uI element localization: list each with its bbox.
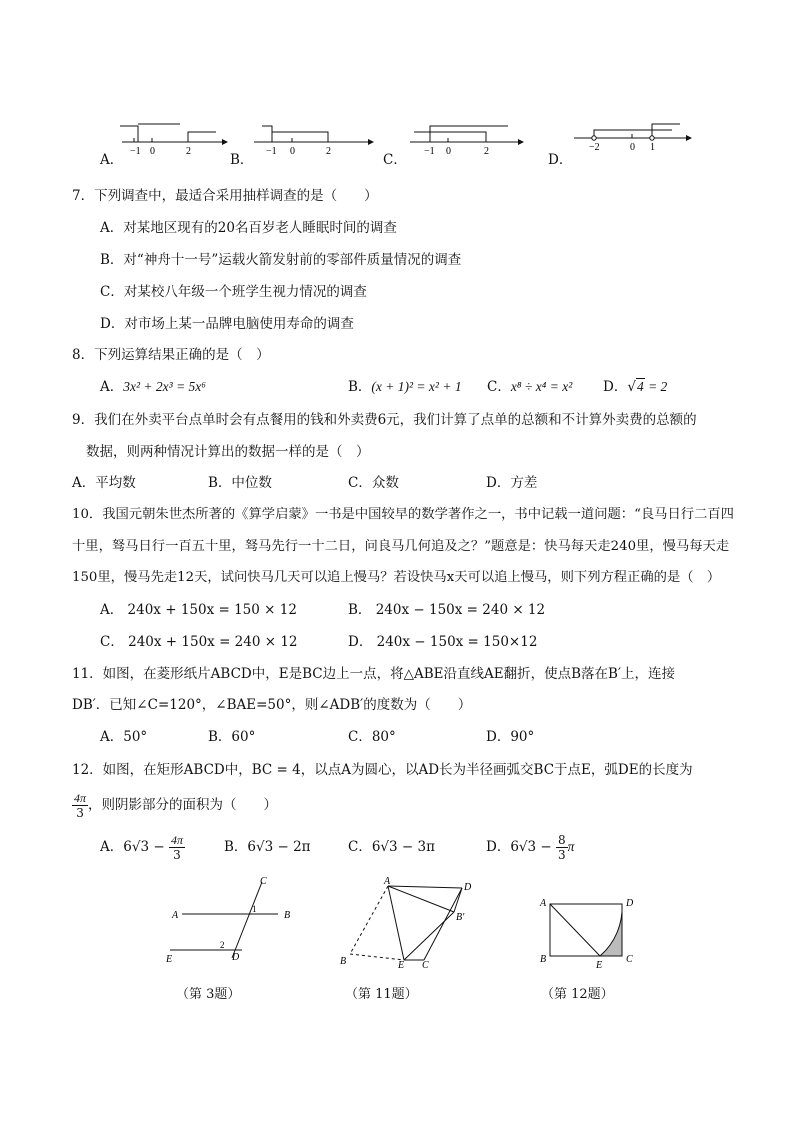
q6-option-b-label: B．: [230, 152, 254, 168]
point-label-b: B: [284, 910, 291, 921]
q7-option-a: A．对某地区现有的20名百岁老人睡眠时间的调查: [100, 220, 397, 236]
figure-12-rectangle: [536, 890, 646, 970]
q12-option-c: [348, 837, 435, 857]
q12-option-d-pi: π: [567, 839, 575, 854]
q12-option-d-expr: 6√3 −: [510, 839, 552, 855]
q9-option-b: B．中位数: [208, 475, 272, 491]
figure-3-parallel-lines: [160, 872, 310, 972]
q6-option-c-label: C．: [383, 152, 407, 168]
q12-option-c-expr: 6√3 − 3π: [371, 839, 435, 855]
q9-option-d: D．方差: [486, 475, 538, 491]
tick-label: −1: [266, 146, 277, 157]
fraction-numerator: 4π: [170, 833, 183, 847]
q11-option-b: B．60°: [208, 729, 256, 745]
point-label-e: E: [166, 954, 173, 965]
q8-option-c: [487, 377, 572, 397]
tick-label: −1: [130, 146, 141, 157]
q8-option-d-expr: 4 = 2: [636, 379, 668, 394]
q8-option-b-label: B．: [348, 379, 372, 395]
number-line-d: [572, 114, 697, 154]
q12-option-a-expr: 6√3 −: [123, 839, 165, 855]
q11-option-d: D．90°: [486, 729, 535, 745]
q9-stem-line1: 9．我们在外卖平台点单时会有点餐用的钱和外卖费6元，我们计算了点单的总额和不计算外卖费的总额的: [72, 412, 697, 428]
point-label-d: D: [626, 898, 634, 909]
fraction-numerator: 8: [558, 833, 566, 847]
q10-option-b: B． 240x − 150x = 240 × 12: [348, 602, 546, 618]
point-label-a: A: [172, 910, 179, 921]
point-label-a: A: [540, 898, 547, 909]
tick-label: −2: [589, 142, 600, 153]
point-label-a: A: [384, 876, 391, 887]
q12-stem-line1: 12．如图，在矩形ABCD中，BC = 4，以点A为圆心，以AD长为半径画弧交BC于点E，弧DE的长度为: [72, 762, 693, 778]
q8-option-c-expr: x⁸ ÷ x⁴ = x²: [510, 379, 573, 394]
point-label-c: C: [422, 960, 429, 971]
fraction-numerator: 4π: [74, 791, 87, 805]
q10-stem-line2: 十里，驽马日行一百五十里，驽马先行一十二日，问良马几何追及之？”题意是：快马每天走240里，慢马每天走: [72, 539, 730, 554]
q12-option-b-expr: 6√3 − 2π: [247, 839, 311, 855]
figure-12-caption: （第 12题）: [541, 987, 614, 1002]
q12-stem-tail: ，则阴影部分的面积为（ ）: [88, 797, 278, 813]
q12-option-d-label: D．: [486, 839, 511, 855]
q8-option-c-label: C．: [487, 379, 511, 395]
point-label-d: D: [464, 882, 472, 893]
q10-option-d: D． 240x − 150x = 150×12: [348, 634, 538, 650]
fraction-denominator: 3: [558, 848, 566, 862]
point-label-d: D: [232, 952, 240, 963]
tick-label: 1: [650, 142, 655, 153]
q12-stem-line2: [72, 788, 277, 822]
tick-label: 0: [446, 146, 451, 157]
q12-option-d-fraction: [556, 833, 568, 862]
tick-label: −1: [424, 146, 435, 157]
q11-option-a: A．50°: [100, 729, 148, 745]
tick-label: 2: [186, 146, 191, 157]
q12-option-d: [486, 830, 574, 864]
q8-option-b: [348, 377, 462, 397]
q11-stem-line1: 11．如图，在菱形纸片ABCD中，E是BC边上一点，将△ABE沿直线AE翻折，使点B落在B′上，连接: [72, 666, 676, 682]
tick-label: 2: [326, 146, 331, 157]
q10-stem-line1: 10．我国元朝朱世杰所著的《算学启蒙》一书是中国较早的数学著作之一，书中记载一道问题：“良马日行二百四: [72, 507, 734, 522]
figure-11-rhombus: [336, 872, 486, 972]
point-label-b: B: [340, 956, 347, 967]
q8-option-a-expr: 3x² + 2x³ = 5x⁶: [123, 379, 206, 394]
q10-option-a: A． 240x + 150x = 150 × 12: [100, 602, 297, 618]
point-label-b-prime: B′: [456, 912, 465, 923]
q12-option-a-fraction: [169, 833, 185, 862]
q9-stem-line2: 数据，则两种情况计算出的数据一样的是（ ）: [86, 444, 370, 460]
figure-3-caption: （第 3题）: [176, 987, 241, 1002]
q8-option-a-label: A．: [100, 379, 124, 395]
point-label-c: C: [626, 954, 633, 965]
q12-option-c-label: C．: [348, 839, 372, 855]
angle-label-2: 2: [220, 940, 225, 950]
q12-option-a: [100, 830, 185, 864]
q11-stem-line2: DB′．已知∠C=120°，∠BAE=50°，则∠ADB′的度数为（ ）: [72, 697, 472, 713]
q9-option-c: C．众数: [348, 475, 399, 491]
q10-stem-line3: 150里，慢马先走12天，试问快马几天可以追上慢马？若设快马x天可以追上慢马，则下列方程正确的是（ ）: [72, 570, 721, 585]
tick-label: 0: [290, 146, 295, 157]
point-label-e: E: [398, 960, 405, 971]
angle-label-1: 1: [252, 904, 257, 914]
sqrt-radicand: 4: [636, 379, 644, 394]
figure-11-caption: （第 11题）: [345, 987, 418, 1002]
q6-option-a-label: A．: [100, 152, 124, 168]
point-label-e: E: [596, 960, 603, 970]
number-line-a: [120, 118, 230, 158]
q7-option-d: D．对市场上某一品牌电脑使用寿命的调查: [100, 316, 354, 332]
q9-option-a: A．平均数: [72, 475, 136, 491]
fraction-denominator: 3: [173, 848, 181, 862]
tick-label: 2: [484, 146, 489, 157]
number-line-c: [408, 116, 528, 158]
fraction-denominator: 3: [76, 806, 84, 820]
q6-option-d-label: D．: [548, 152, 573, 168]
q11-option-c: C．80°: [348, 729, 396, 745]
q12-option-a-label: A．: [100, 839, 124, 855]
q8-option-a: [100, 377, 206, 397]
q12-option-b: [224, 837, 311, 857]
q8-option-d-label: D．: [603, 379, 628, 395]
q12-option-b-label: B．: [224, 839, 248, 855]
point-label-b: B: [540, 954, 547, 965]
q7-option-b: B．对“神舟十一号”运载火箭发射前的零部件质量情况的调查: [100, 252, 462, 268]
q7-option-c: C．对某校八年级一个班学生视力情况的调查: [100, 284, 367, 300]
q7-stem: 7．下列调查中，最适合采用抽样调查的是（ ）: [72, 188, 378, 204]
sqrt-icon: √: [627, 379, 636, 395]
q12-stem-fraction: [72, 791, 88, 820]
q10-option-c: C． 240x + 150x = 240 × 12: [100, 634, 298, 650]
tick-label: 0: [630, 142, 635, 153]
q8-option-b-expr: (x + 1)² = x² + 1: [371, 379, 462, 394]
number-line-b: [252, 118, 377, 158]
q8-option-d: [603, 377, 667, 397]
point-label-c: C: [260, 876, 267, 887]
tick-label: 0: [150, 146, 155, 157]
q8-stem: 8．下列运算结果正确的是（ ）: [72, 347, 270, 363]
